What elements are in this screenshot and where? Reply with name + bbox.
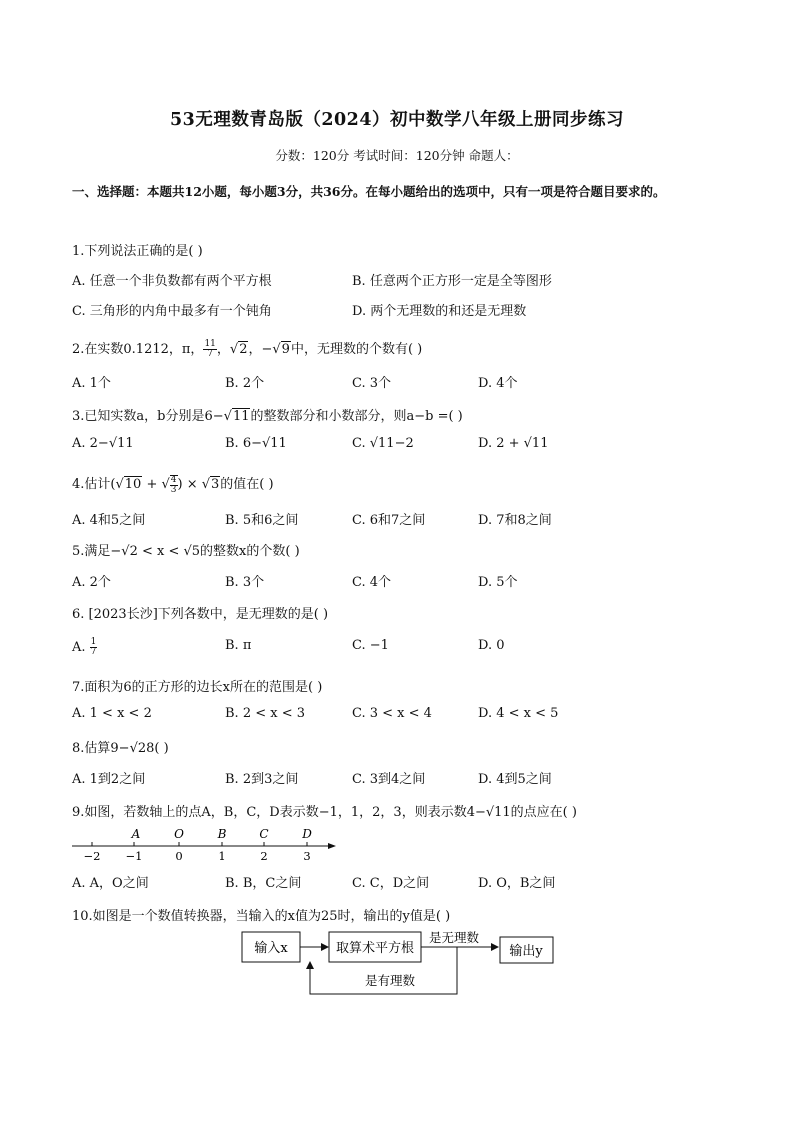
q1-option-d: D. 两个无理数的和还是无理数 [352, 304, 527, 319]
converter-flowchart [238, 926, 558, 1000]
question-9-options [72, 872, 732, 892]
q1-option-b: B. 任意两个正方形一定是全等图形 [352, 274, 552, 289]
q9-option-b: B. B，C之间 [225, 876, 302, 891]
q3-stem-post: 的整数部分和小数部分，则a−b =( ) [250, 409, 463, 424]
q2-frac-den: 7 [207, 349, 214, 359]
axis-point-d: D [302, 827, 312, 841]
q1-option-c: C. 三角形的内角中最多有一个钝角 [72, 304, 272, 319]
question-8-options [72, 768, 732, 788]
question-6-stem: 6. [2023长沙]下列各数中，是无理数的是( ) [72, 607, 329, 622]
q6-option-a-fraction [90, 638, 98, 657]
q7-option-c: C. 3 < x < 4 [352, 706, 432, 721]
label-rational: 是有理数 [364, 973, 416, 988]
axis-number-0: 0 [175, 849, 183, 863]
q3-option-a: A. 2−√11 [72, 436, 134, 451]
q8-option-c: C. 3到4之间 [352, 772, 426, 787]
q4-radicand-2: 3 [211, 477, 220, 492]
q7-option-b: B. 2 < x < 3 [225, 706, 306, 721]
q8-option-d: D. 4到5之间 [478, 772, 552, 787]
question-2-options [72, 372, 732, 392]
q6-option-c: C. −1 [352, 638, 389, 653]
q2-stem-mid: ，√ [216, 342, 239, 357]
axis-number-2: 2 [260, 849, 268, 863]
q6-opt-a-den: 7 [90, 647, 97, 657]
axis-point-b: B [217, 827, 227, 841]
question-9-stem: 9.如图，若数轴上的点A，B，C，D表示数−1，1，2，3，则表示数4−√11的点应在( ) [72, 805, 577, 820]
q9-option-c: C. C，D之间 [352, 876, 430, 891]
question-7-stem: 7.面积为6的正方形的边长x所在的范围是( ) [72, 680, 323, 695]
label-irrational: 是无理数 [428, 930, 480, 945]
q6-option-d: D. 0 [478, 638, 505, 653]
question-1-stem: 1.下列说法正确的是( ) [72, 244, 203, 259]
q1-option-a: A. 任意一个非负数都有两个平方根 [72, 274, 272, 289]
question-3-stem [72, 405, 463, 424]
number-line-arrow-icon [328, 843, 336, 849]
q2-stem-pre: 2.在实数0.1212，π， [72, 342, 204, 357]
q3-radicand: 11 [232, 409, 250, 424]
q9-option-a: A. A，O之间 [72, 876, 149, 891]
q3-option-d: D. 2 + √11 [478, 436, 549, 451]
q2-radicand-2: 9 [281, 342, 290, 357]
axis-number-3: 3 [303, 849, 311, 863]
q4-option-a: A. 4和5之间 [72, 513, 146, 528]
q2-option-a: A. 1个 [72, 376, 111, 391]
q7-option-d: D. 4 < x < 5 [478, 706, 559, 721]
q4-stem-post: 的值在( ) [220, 477, 274, 492]
axis-number-neg1: −1 [125, 849, 143, 863]
axis-number-1: 1 [218, 849, 226, 863]
q4-option-d: D. 7和8之间 [478, 513, 552, 528]
q6-option-b: B. π [225, 638, 252, 653]
question-4-stem [72, 473, 274, 495]
number-line-figure [70, 824, 340, 864]
page-title: 53无理数青岛版（2024）初中数学八年级上册同步练习 [169, 110, 625, 130]
q6-option-a-label: A. [72, 640, 90, 655]
question-2-stem [72, 338, 422, 359]
q5-option-c: C. 4个 [352, 575, 392, 590]
axis-point-a: A [131, 827, 141, 841]
q4-fraction [170, 475, 178, 495]
section-instructions: 一、选择题：本题共12小题，每小题3分，共36分。在每小题给出的选项中，只有一项是符合题目要求的。 [72, 184, 666, 199]
axis-point-o: O [174, 827, 184, 841]
q5-option-d: D. 5个 [478, 575, 518, 590]
q2-frac-num: 11 [204, 339, 216, 349]
q2-option-d: D. 4个 [478, 376, 518, 391]
q3-option-b: B. 6−√11 [225, 436, 287, 451]
q2-option-c: C. 3个 [352, 376, 392, 391]
question-5-options [72, 571, 732, 591]
q5-option-b: B. 3个 [225, 575, 265, 590]
question-3-options [72, 436, 732, 456]
q5-option-a: A. 2个 [72, 575, 111, 590]
exam-meta: 分数：120分 考试时间：120分钟 命题人： [275, 148, 519, 163]
question-6-options [72, 638, 732, 658]
q4-stem-mid: + √ [142, 477, 170, 492]
input-box-label: 输入x [254, 941, 288, 956]
q9-option-d: D. O，B之间 [478, 876, 556, 891]
q3-stem-pre: 3.已知实数a，b分别是6−√ [72, 409, 232, 424]
q2-radicand-1: 2 [239, 342, 248, 357]
question-1-options [72, 270, 732, 290]
q4-frac-num: 4 [170, 474, 177, 485]
q4-option-c: C. 6和7之间 [352, 513, 426, 528]
q8-option-a: A. 1到2之间 [72, 772, 146, 787]
q3-option-c: C. √11−2 [352, 436, 414, 451]
process-box-label: 取算术平方根 [335, 941, 415, 956]
q4-radicand-1: 10 [124, 477, 142, 492]
q2-stem-post: 中，无理数的个数有( ) [290, 342, 423, 357]
question-8-stem: 8.估算9−√28( ) [72, 741, 169, 756]
axis-point-c: C [259, 827, 269, 841]
question-4-options [72, 509, 732, 529]
q6-opt-a-num: 1 [90, 637, 97, 647]
q6-option-a [72, 638, 97, 657]
axis-number-neg2: −2 [83, 849, 101, 863]
output-box-label: 输出y [509, 944, 543, 959]
question-7-options [72, 706, 732, 726]
question-5-stem: 5.满足−√2 < x < √5的整数x的个数( ) [72, 544, 300, 559]
q4-option-b: B. 5和6之间 [225, 513, 299, 528]
question-10-stem: 10.如图是一个数值转换器，当输入的x值为25时，输出的y值是( ) [72, 909, 451, 924]
q2-option-b: B. 2个 [225, 376, 265, 391]
q4-stem-mid2: ) × √ [177, 477, 211, 492]
q2-stem-mid2: ，−√ [248, 342, 281, 357]
q7-option-a: A. 1 < x < 2 [72, 706, 152, 721]
q8-option-b: B. 2到3之间 [225, 772, 299, 787]
number-line-ticks [92, 842, 307, 846]
q4-frac-den: 3 [170, 484, 177, 495]
q4-stem-pre: 4.估计(√ [72, 477, 124, 492]
question-1-options-row2 [72, 300, 732, 320]
q2-fraction [203, 340, 216, 359]
